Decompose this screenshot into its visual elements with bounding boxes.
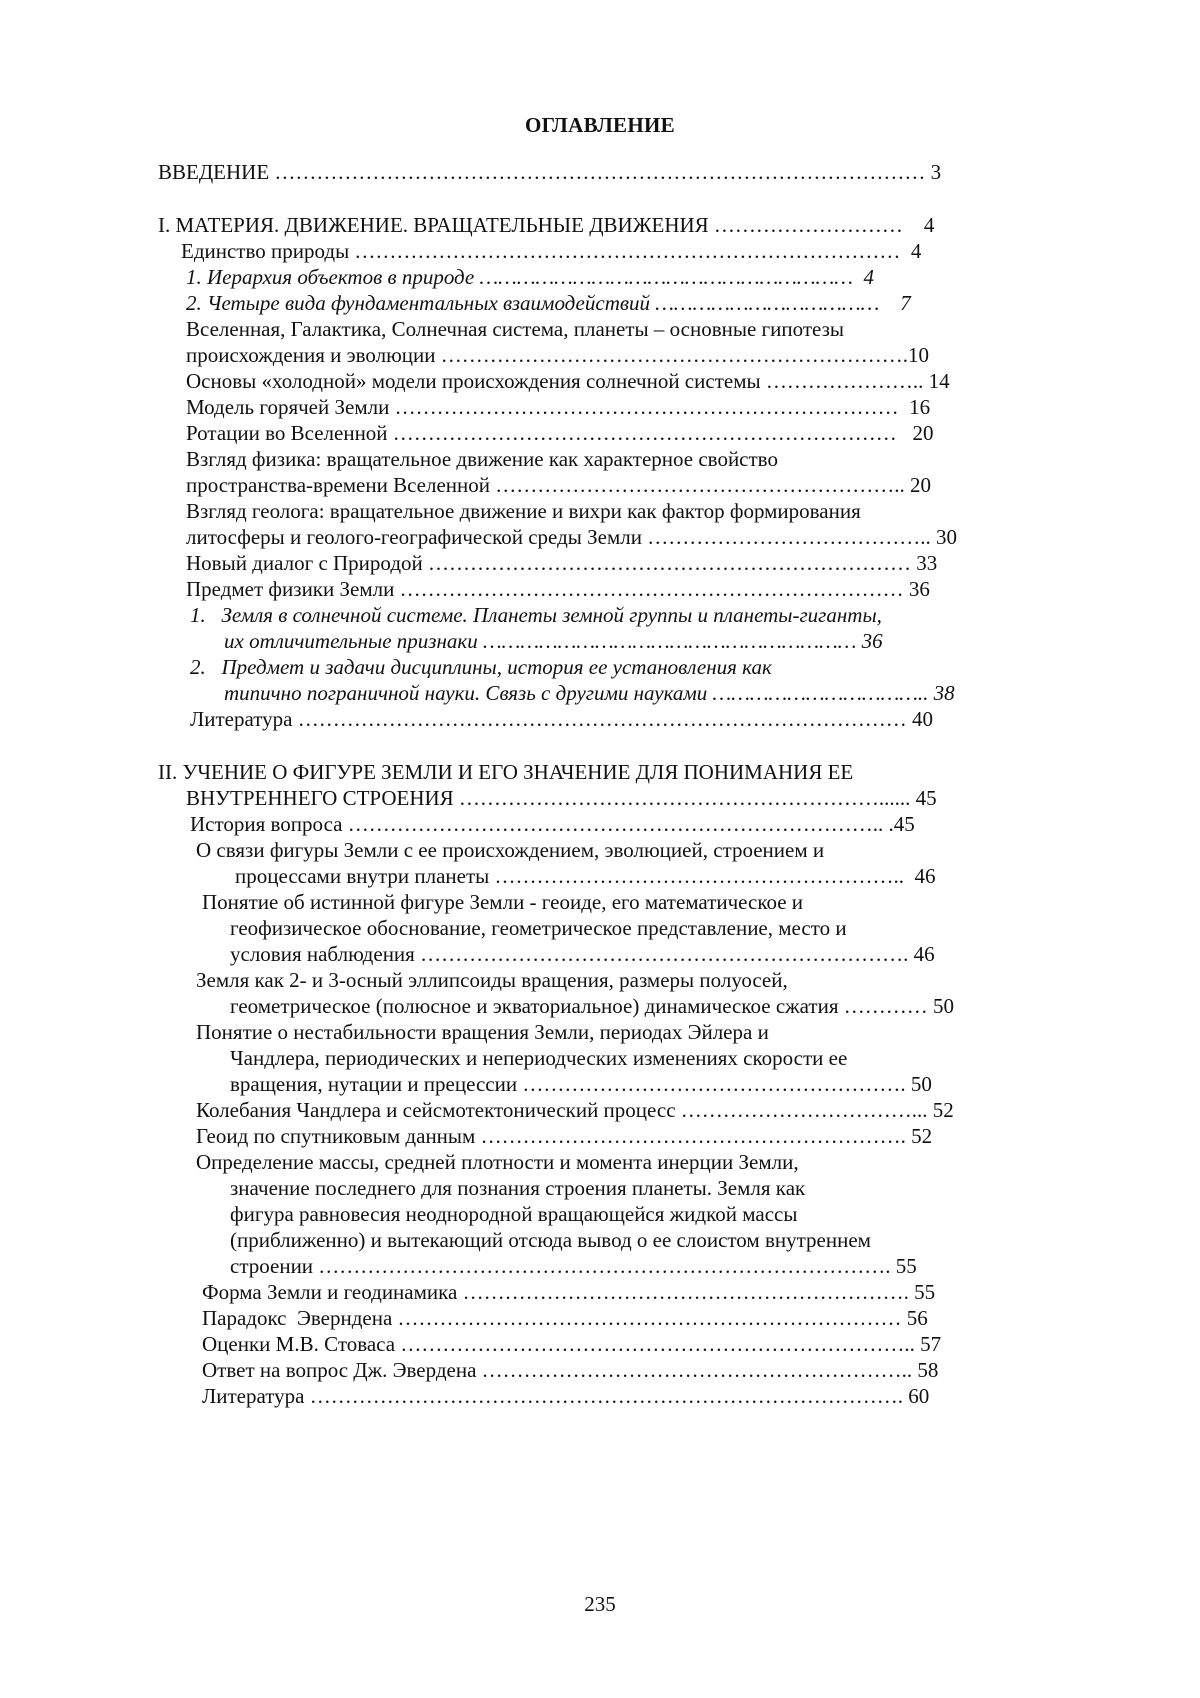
toc-entry: 2. Предмет и задачи дисциплины, история ее установления как [190, 655, 772, 679]
toc-entry: Модель горячей Земли ……………………………………………………………… 16 [186, 395, 931, 419]
toc-entry: Основы «холодной» модели происхождения солнечной системы ………………….. 14 [186, 369, 950, 393]
toc-entry: Геоид по спутниковым данным ……………………………………………………. 52 [196, 1124, 933, 1148]
toc-entry: Литература …………………………………………………………………………. 60 [202, 1384, 930, 1408]
toc-entry: Ответ на вопрос Дж. Эвердена …………………………………………………….. 58 [202, 1358, 939, 1382]
toc-entry: литосферы и геолого-географической среды Земли ………………………………….. 30 [186, 525, 957, 549]
toc-entry: условия наблюдения ……………………………………………………………. 46 [230, 942, 935, 966]
toc-entry: вращения, нутации и прецессии ………………………………………………. 50 [230, 1072, 932, 1096]
toc-entry: Оценки М.В. Стоваса ……………………………………………………………….. 57 [202, 1332, 942, 1356]
toc-entry: Ротации во Вселенной ……………………………………………………………… 20 [186, 421, 934, 445]
toc-entry: Единство природы …………………………………………………………………… 4 [181, 239, 922, 263]
toc-entry: Колебания Чандлера и сейсмотектонический процесс ……………………………... 52 [196, 1098, 954, 1122]
toc-entry: 1. Иерархия объектов в природе …………………………………………………… 4 [186, 265, 874, 289]
toc-entry: Вселенная, Галактика, Солнечная система, планеты – основные гипотезы [186, 317, 845, 341]
page-number: 235 [584, 1592, 616, 1616]
toc-entry: пространства-времени Вселенной ………………………………………………….. 20 [186, 473, 932, 497]
toc-entry: геофизическое обоснование, геометрическое представление, место и [230, 916, 847, 940]
toc-entry: О связи фигуры Земли с ее происхождением, эволюцией, строением и [196, 838, 825, 862]
toc-entry: Понятие об истинной фигуре Земли - геоиде, его математическое и [202, 890, 804, 914]
toc-entry: геометрическое (полюсное и экваториальное) динамическое сжатия ………… 50 [230, 994, 954, 1018]
toc-entry: процессами внутри планеты ………………………………………………….. 46 [235, 864, 936, 888]
toc-entry: Понятие о нестабильности вращения Земли, периодах Эйлера и [196, 1020, 769, 1044]
toc-entry: Парадокс Эверндена ……………………………………………………………… 56 [202, 1306, 928, 1330]
toc-entry: Определение массы, средней плотности и момента инерции Земли, [196, 1150, 799, 1174]
toc-entry: Предмет физики Земли ……………………………………………………………… 36 [186, 577, 930, 601]
toc-entry: типично пограничной науки. Связь с другими науками …………………………….. 38 [224, 681, 955, 705]
toc-entry: (приближенно) и вытекающий отсюда вывод о ее слоистом внутреннем [230, 1228, 871, 1252]
toc-entry: Новый диалог с Природой …………………………………………………………… 33 [186, 551, 938, 575]
toc-entry: строении ………………………………………………………………………. 55 [230, 1254, 917, 1278]
toc-entry: значение последнего для познания строения планеты. Земля как [230, 1176, 806, 1200]
toc-entry: происхождения и эволюции ………………………………………………………….10 [186, 343, 929, 367]
toc-entry: Земля как 2- и 3-осный эллипсоиды вращения, размеры полуосей, [196, 968, 788, 992]
toc-entry: 2. Четыре вида фундаментальных взаимодействий ……………………………… 7 [186, 291, 911, 315]
toc-entry: История вопроса ………………………………………………………………….. .45 [190, 812, 915, 836]
toc-entry: 1. Земля в солнечной системе. Планеты земной группы и планеты-гиганты, [190, 603, 882, 627]
toc-entry: Литература …………………………………………………………………………… 40 [190, 707, 933, 731]
toc-entry: I. МАТЕРИЯ. ДВИЖЕНИЕ. ВРАЩАТЕЛЬНЫЕ ДВИЖЕНИЯ ……………………… 4 [158, 213, 935, 237]
page-title: ОГЛАВЛЕНИЕ [525, 113, 675, 137]
toc-entry: фигура равновесия неоднородной вращающейся жидкой массы [230, 1202, 798, 1226]
toc-entry: Чандлера, периодических и непериодческих изменениях скорости ее [230, 1046, 848, 1070]
toc-entry: Взгляд геолога: вращательное движение и вихри как фактор формирования [186, 499, 861, 523]
toc-entry: Форма Земли и геодинамика ………………………………………………………. 55 [202, 1280, 936, 1304]
toc-entry: их отличительные признаки …………………………………………………… 36 [224, 629, 883, 653]
toc-entry: II. УЧЕНИЕ О ФИГУРЕ ЗЕМЛИ И ЕГО ЗНАЧЕНИЕ ДЛЯ ПОНИМАНИЯ ЕЕ [158, 760, 854, 784]
toc-entry: ВВЕДЕНИЕ ………………………………………………………………………………… 3 [158, 160, 942, 184]
toc-entry: ВНУТРЕННЕГО СТРОЕНИЯ ……………………………………………………...... 45 [186, 786, 937, 810]
toc-entry: Взгляд физика: вращательное движение как характерное свойство [186, 447, 778, 471]
